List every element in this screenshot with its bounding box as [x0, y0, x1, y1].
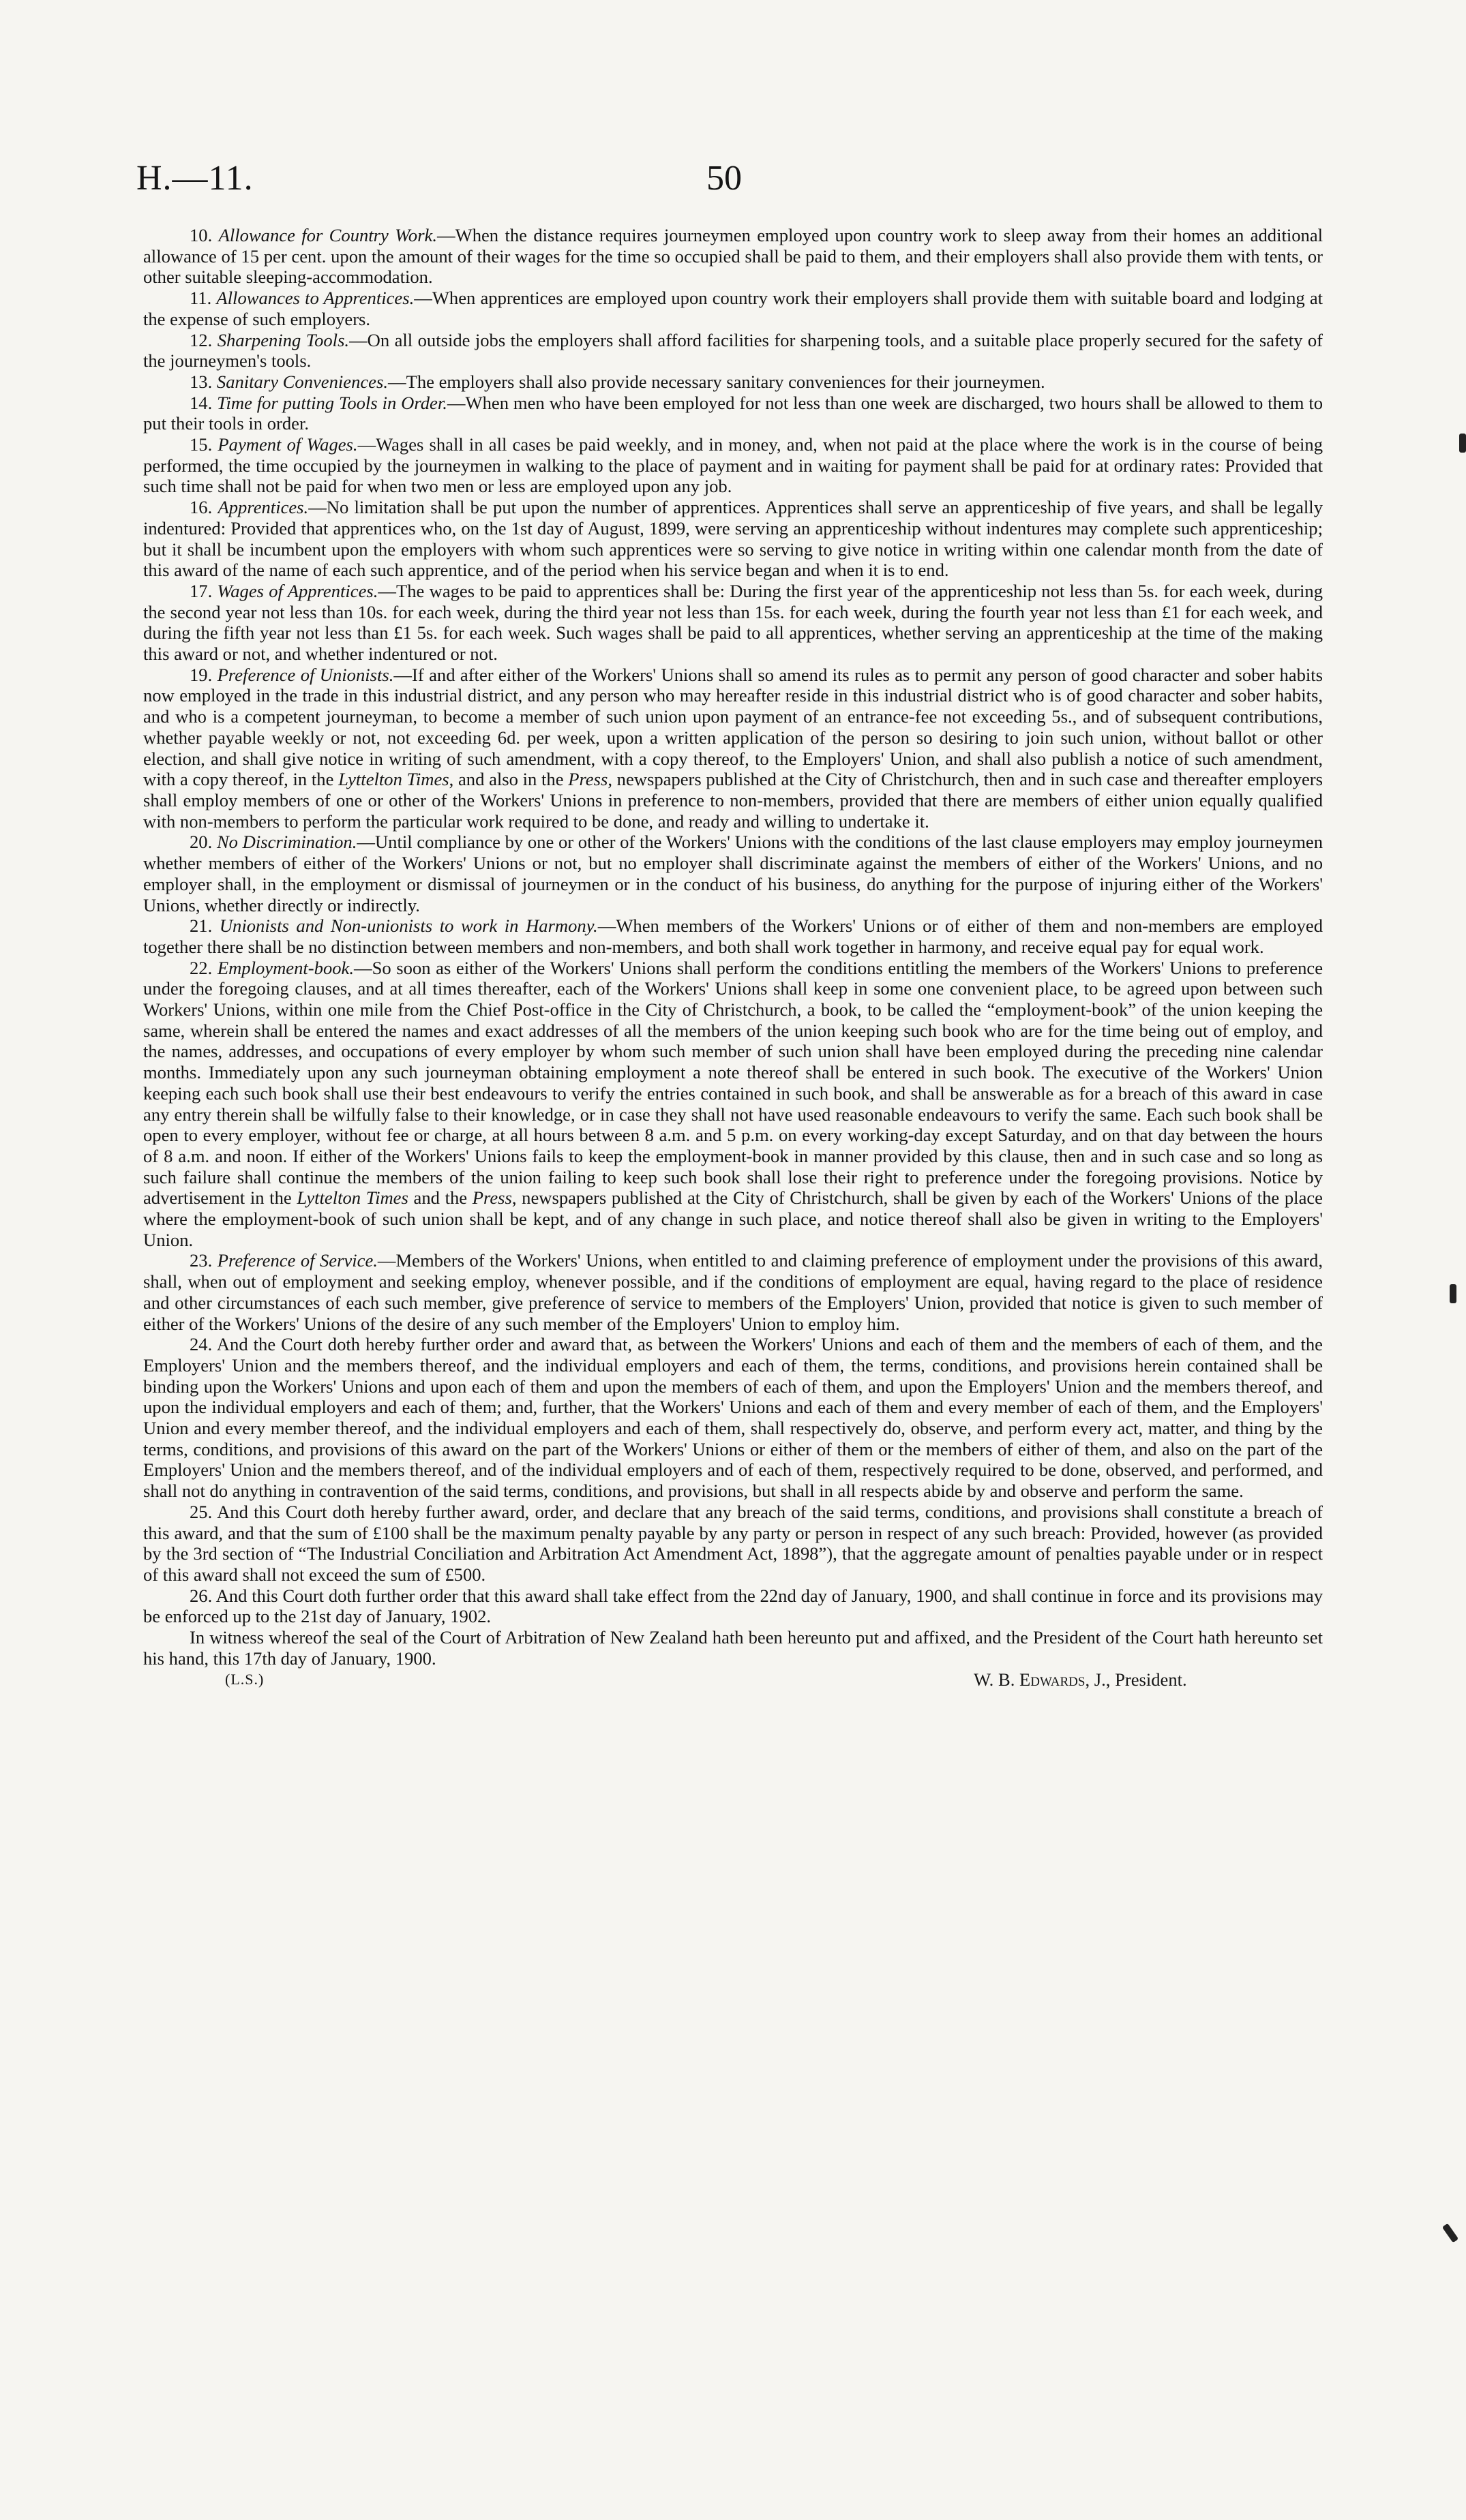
clause-heading: Preference of Service.: [217, 1250, 378, 1271]
clause-heading: Apprentices.: [218, 497, 309, 518]
clause-heading: Unionists and Non-unionists to work in Harmony.: [219, 915, 598, 937]
clause-22: 22. Employment-book.—So soon as either of the Workers' Unions shall perform the conditions entitling the members of the Workers' Unions to preference under the foregoing clauses, and at all times thereafter, each of the Workers' Unions shall keep in some one convenient place, to be agreed upon between such Workers' Unions, within one mile from the Chief Post-office in the City of Christchurch, a book, to be called the “employment-book” of the union keeping the same, wherein shall be entered the names and exact addresses of all the members of the union keeping such book who are for the time being out of employ, and the names, addresses, and occupations of every employer by whom such member of such union shall have been employed during the preceding nine calendar months. Immediately upon any such journeyman obtaining employment a note thereof shall be entered in such book. The executive of the Workers' Union keeping each such book shall use their best endeavours to verify the entries contained in such book, and shall be answerable as for a breach of this award in case any entry therein shall be wilfully false to their knowledge, or in case they shall not have used reasonable endeavours to verify the same. Each such book shall be open to every employer, without fee or charge, at all hours between 8 a.m. and 5 p.m. on every working-day except Saturday, and on that day between the hours of 8 a.m. and noon. If either of the Workers' Unions fails to keep the employment-book in manner provided by this clause, then and in such case and so long as such failure shall continue the members of the union failing to keep such book shall lose their right to preference under the foregoing provisions. Notice by advertisement in the Lyttelton Times and the Press, newspapers published at the City of Christchurch, shall be given by each of the Workers' Unions of the place where the employment-book of such union shall be kept, and of any change in such place, and notice thereof shall also be given in writing to the Employers' Union.: [143, 957, 1323, 1250]
page-header: [136, 158, 1330, 206]
margin-mark: [1459, 434, 1466, 453]
clause-heading: Allowances to Apprentices.: [216, 288, 415, 309]
signature-line: [143, 1669, 1323, 1691]
seal-mark: (L.S.): [225, 1670, 265, 1688]
clause-heading: Sharpening Tools.: [217, 329, 350, 350]
document-reference: H.—11.: [136, 159, 254, 198]
margin-mark: [1450, 1284, 1456, 1303]
clause-heading: Sanitary Conveniences.: [216, 371, 388, 392]
clause-16: 16. Apprentices.—No limitation shall be put upon the number of apprentices. Apprentices shall serve an apprenticeship of five years, and shall be legally indentured: Provided that apprentices who, on the 1st day of August, 1899, were serving an apprenticeship without indentures may complete such apprenticeship; but it shall be incumbent upon the employers with whom such apprentices were so serving to give notice in writing within one calendar month from the date of this award of the name of each such apprentice, and of the period when his service began and when it is to end.: [143, 497, 1323, 581]
clause-heading: Wages of Apprentices.: [217, 580, 378, 601]
clause-12: 12. Sharpening Tools.—On all outside jobs the employers shall afford facilities for sharpening tools, and a suitable place properly secured for the safety of the journeymen's tools.: [143, 329, 1323, 371]
award-clauses: [143, 225, 1323, 1691]
clause-11: 11. Allowances to Apprentices.—When apprentices are employed upon country work their employers shall provide them with suitable board and lodging at the expense of such employers.: [143, 288, 1323, 329]
clause-25: 25. And this Court doth hereby further award, order, and declare that any breach of the said terms, conditions, and provisions shall constitute a breach of this award, and that the sum of £100 shall be the maximum penalty payable by any party or person in respect of any such breach: Provided, however (as provided by the 3rd section of “The Industrial Conciliation and Arbitration Act Amendment Act, 1898”), that the aggregate amount of penalties payable under or in respect of this award shall not exceed the sum of £500.: [143, 1501, 1323, 1585]
clause-21: 21. Unionists and Non-unionists to work in Harmony.—When members of the Workers' Unions or of either of them and non-members are employed together there shall be no distinction between members and non-members, and both shall work together in harmony, and receive equal pay for equal work.: [143, 915, 1323, 957]
margin-mark: [1442, 2223, 1458, 2243]
clause-24: 24. And the Court doth hereby further order and award that, as between the Workers' Unions and each of them and the members of each of them, and the Employers' Union and the members thereof, and the individual employers and each of them, the terms, conditions, and provisions herein contained shall be binding upon the Workers' Unions and upon each of them and upon the members of each of them, and upon the Employers' Union and the members thereof, and upon the individual employers and each of them; and, further, that the Workers' Unions and each of them and every member of each of them, and the Employers' Union and every member thereof, and the individual employers and each of them, shall respectively do, observe, and perform every act, matter, and thing by the terms, conditions, and provisions of this award on the part of the Workers' Unions or either of them or the members of either of them, and also on the part of the Employers' Union and the members thereof, and of the individual employers and of each of them, respectively required to be done, observed, and performed, and shall not do anything in contravention of the said terms, conditions, and provisions, but shall in all respects abide by and observe and perform the same.: [143, 1334, 1323, 1502]
clause-15: 15. Payment of Wages.—Wages shall in all cases be paid weekly, and in money, and, when not paid at the place where the work is in the course of being performed, the time occupied by the journeymen in walking to the place of payment and in waiting for payment shall be paid for at ordinary rates: Provided that such time shall not be paid for when two men or less are employed upon any job.: [143, 434, 1323, 497]
clause-heading: No Discrimination.: [216, 832, 357, 853]
clause-heading: Payment of Wages.: [218, 434, 358, 455]
clause-13: 13. Sanitary Conveniences.—The employers shall also provide necessary sanitary conveniences for their journeymen.: [190, 371, 1045, 392]
page-number: 50: [706, 159, 742, 198]
clause-20: 20. No Discrimination.—Until compliance by one or other of the Workers' Unions with the conditions of the last clause employers may employ journeymen whether members of either of the Workers' Unions or not, but no employer shall discriminate against the members of either of the Workers' Unions, and no employer shall, in the employment or dismissal of journeymen or in the conduct of his business, do anything for the purpose of injuring either of the Workers' Unions, whether directly or indirectly.: [143, 832, 1323, 915]
clause-10: 10. Allowance for Country Work.—When the distance requires journeymen employed upon country work to sleep away from their homes an additional allowance of 15 per cent. upon the amount of their wages for the time so occupied shall be paid to them, and their employers shall also provide them with tents, or other suitable sleeping-accommodation.: [143, 225, 1323, 288]
clause-heading: Time for putting Tools in Order.: [217, 392, 447, 413]
clause-14: 14. Time for putting Tools in Order.—When men who have been employed for not less than one week are discharged, two hours shall be allowed to them to put their tools in order.: [143, 392, 1323, 434]
clause-17: 17. Wages of Apprentices.—The wages to be paid to apprentices shall be: During the first year of the apprenticeship not less than 5s. for each week, during the second year not less than 10s. for each week, during the third year not less than 15s. for each week, during the fourth year not less than £1 for each week, and during the fifth year not less than £1 5s. for each week. Such wages shall be paid to all apprentices, whether serving an apprenticeship at the time of the making this award or not, and whether indentured or not.: [143, 580, 1323, 665]
newspaper-name: Lyttelton Times: [297, 1187, 408, 1209]
clause-heading: Employment-book.: [217, 957, 354, 978]
newspaper-name: Lyttelton Times: [338, 769, 449, 790]
clause-23: 23. Preference of Service.—Members of the Workers' Unions, when entitled to and claiming preference of employment under the provisions of this award, shall, when out of employment and seeking employ, whenever possible, and if the conditions of employment are equal, having regard to the place of residence and other circumstances of each such member, give preference of service to members of the Employers' Union, provided that notice is given to such member of either of the Workers' Unions of the desire of any such member of the Employers' Union to employ him.: [143, 1250, 1323, 1334]
attestation-paragraph: In witness whereof the seal of the Court of Arbitration of New Zealand hath been hereunto put and affixed, and the President of the Court hath hereunto set his hand, this 17th day of January, 1900.: [143, 1627, 1323, 1669]
clause-heading: Allowance for Country Work.: [218, 225, 438, 245]
clause-19: 19. Preference of Unionists.—If and after either of the Workers' Unions shall so amend its rules as to permit any person of good character and sober habits now employed in the trade in this industrial district, and any person who may hereafter reside in this industrial district who is of good character and sober habits, and who is a competent journeyman, to become a member of such union upon payment of an entrance-fee not exceeding 5s., and of subsequent contributions, whether payable weekly or not, not exceeding 6d. per week, upon a written application of the person so desiring to join such union, without ballot or other election, and shall give notice in writing of such amendment, with a copy thereof, to the Employers' Union, and shall also publish a notice of such amendment, with a copy thereof, in the Lyttelton Times, and also in the Press, newspapers published at the City of Christchurch, then and in such case and thereafter employers shall employ members of one or other of the Workers' Unions in preference to non-members, provided that there are members of either union equally qualified with non-members to perform the particular work required to be done, and ready and willing to undertake it.: [143, 664, 1323, 832]
newspaper-name: Press: [568, 769, 608, 790]
signatory: W. B. Edwards, J., President.: [974, 1669, 1187, 1690]
newspaper-name: Press: [472, 1187, 512, 1209]
clause-heading: Preference of Unionists.: [217, 664, 394, 685]
clause-26: 26. And this Court doth further order that this award shall take effect from the 22nd day of January, 1900, and shall continue in force and its provisions may be enforced up to the 21st day of January, 1902.: [143, 1585, 1323, 1627]
